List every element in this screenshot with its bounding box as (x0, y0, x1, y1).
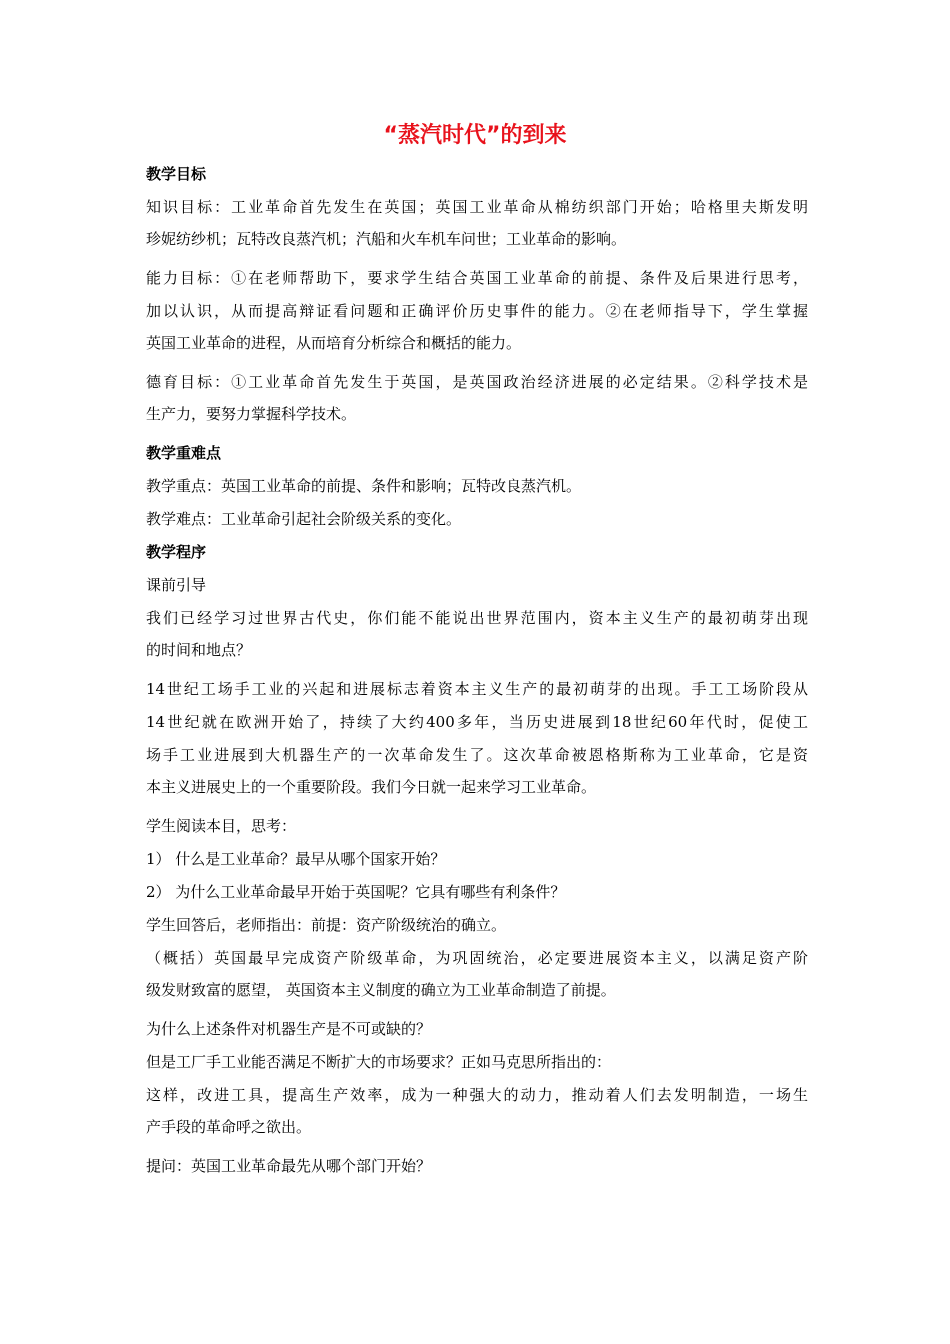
paragraph-line: 英国工业革命的进程，从而培育分析综合和概括的能力。 (146, 334, 522, 352)
paragraph-line: 我们已经学习过世界古代史，你们能不能说出世界范围内，资本主义生产的最初萌芽出现 (146, 609, 808, 627)
paragraph-line: 的时间和地点？ (146, 641, 252, 659)
paragraph-line: 学生回答后，老师指出：前提：资产阶级统治的确立。 (146, 916, 507, 934)
paragraph-line: 但是工厂手工业能否满足不断扩大的市场要求？正如马克思所指出的： (146, 1053, 612, 1071)
paragraph-line: 提问：英国工业革命最先从哪个部门开始？ (146, 1157, 432, 1175)
paragraph-line: 知识目标：工业革命首先发生在英国；英国工业革命从棉纺织部门开始；哈格里夫斯发明 (146, 198, 808, 216)
document-body (146, 158, 808, 1183)
paragraph-line: 教学重点：英国工业革命的前提、条件和影响；瓦特改良蒸汽机。 (146, 477, 582, 495)
paragraph-line: 课前引导 (146, 576, 207, 594)
paragraph-line: 本主义进展史上的一个重要阶段。我们今日就一起来学习工业革命。 (146, 778, 597, 796)
paragraph-line: 能力目标：①在老师帮助下，要求学生结合英国工业革命的前提、条件及后果进行思考， (146, 269, 808, 287)
paragraph-line: 1） 什么是工业革命？最早从哪个国家开始？ (146, 850, 446, 868)
paragraph-line: 为什么上述条件对机器生产是不可或缺的？ (146, 1020, 432, 1038)
paragraph-line: 14世纪工场手工业的兴起和进展标志着资本主义生产的最初萌芽的出现。手工工场阶段从 (146, 680, 808, 698)
paragraph-line: 14世纪就在欧洲开始了，持续了大约400多年，当历史进展到18世纪60年代时，促使工 (146, 713, 808, 731)
paragraph-line: 生产力，要努力掌握科学技术。 (146, 405, 357, 423)
paragraph-line: 德育目标：①工业革命首先发生于英国，是英国政治经济进展的必定结果。②科学技术是 (146, 373, 808, 391)
paragraph-line: （概括）英国最早完成资产阶级革命，为巩固统治，必定要进展资本主义，以满足资产阶 (146, 949, 808, 967)
paragraph-line: 场手工业进展到大机器生产的一次革命发生了。这次革命被恩格斯称为工业革命，它是资 (146, 746, 808, 764)
paragraph-line: 这样，改进工具，提高生产效率，成为一种强大的动力，推动着人们去发明制造，一场生 (146, 1086, 808, 1104)
paragraph-line: 2） 为什么工业革命最早开始于英国呢？它具有哪些有利条件？ (146, 883, 566, 901)
paragraph-line: 教学难点：工业革命引起社会阶级关系的变化。 (146, 510, 462, 528)
paragraph-line: 加以认识，从而提高辩证看问题和正确评价历史事件的能力。②在老师指导下，学生掌握 (146, 302, 808, 320)
section-heading: 教学目标 (146, 165, 207, 183)
paragraph-line: 级发财致富的愿望， 英国资本主义制度的确立为工业革命制造了前提。 (146, 981, 616, 999)
document-title: “蒸汽时代”的到来 (383, 123, 567, 148)
paragraph-line: 珍妮纺纱机；瓦特改良蒸汽机；汽船和火车机车问世；工业革命的影响。 (146, 230, 627, 248)
paragraph-line: 产手段的革命呼之欲出。 (146, 1118, 312, 1136)
section-heading: 教学程序 (146, 543, 207, 561)
paragraph-line: 学生阅读本目，思考： (146, 817, 297, 835)
section-heading: 教学重难点 (146, 444, 222, 462)
